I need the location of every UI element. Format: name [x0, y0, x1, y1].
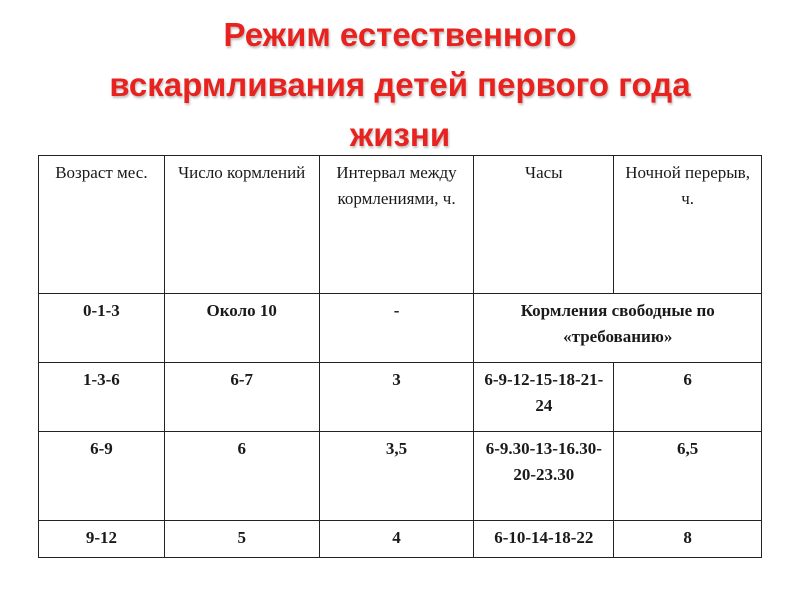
cell-interval: 4: [319, 521, 474, 558]
cell-night: 6: [614, 363, 762, 432]
cell-count: 6: [164, 432, 319, 521]
cell-age: 0-1-3: [39, 294, 165, 363]
cell-hours: 6-9-12-15-18-21-24: [474, 363, 614, 432]
table-row: [39, 363, 762, 432]
cell-hours: 6-10-14-18-22: [474, 521, 614, 558]
feeding-schedule-table: [38, 155, 762, 558]
title-line-2: вскармливания детей первого года: [109, 66, 691, 103]
header-feedings-count: Число кормлений: [164, 156, 319, 294]
header-night-break: Ночной перерыв, ч.: [614, 156, 762, 294]
cell-interval: 3: [319, 363, 474, 432]
cell-hours: 6-9.30-13-16.30-20-23.30: [474, 432, 614, 521]
cell-hours-merged: Кормления свободные по «требованию»: [474, 294, 762, 363]
title-line-1: Режим естественного: [223, 16, 577, 53]
title-line-3: жизни: [349, 116, 451, 153]
table-row: [39, 294, 762, 363]
cell-count: 5: [164, 521, 319, 558]
cell-age: 6-9: [39, 432, 165, 521]
cell-night: 8: [614, 521, 762, 558]
table-row: [39, 432, 762, 521]
header-hours: Часы: [474, 156, 614, 294]
cell-count: Около 10: [164, 294, 319, 363]
header-age: Возраст мес.: [39, 156, 165, 294]
cell-night: 6,5: [614, 432, 762, 521]
cell-age: 9-12: [39, 521, 165, 558]
page-title: [0, 10, 800, 160]
cell-interval: -: [319, 294, 474, 363]
cell-count: 6-7: [164, 363, 319, 432]
cell-age: 1-3-6: [39, 363, 165, 432]
table-row: [39, 521, 762, 558]
table-header-row: [39, 156, 762, 294]
cell-interval: 3,5: [319, 432, 474, 521]
header-interval: Интервал между кормлениями, ч.: [319, 156, 474, 294]
